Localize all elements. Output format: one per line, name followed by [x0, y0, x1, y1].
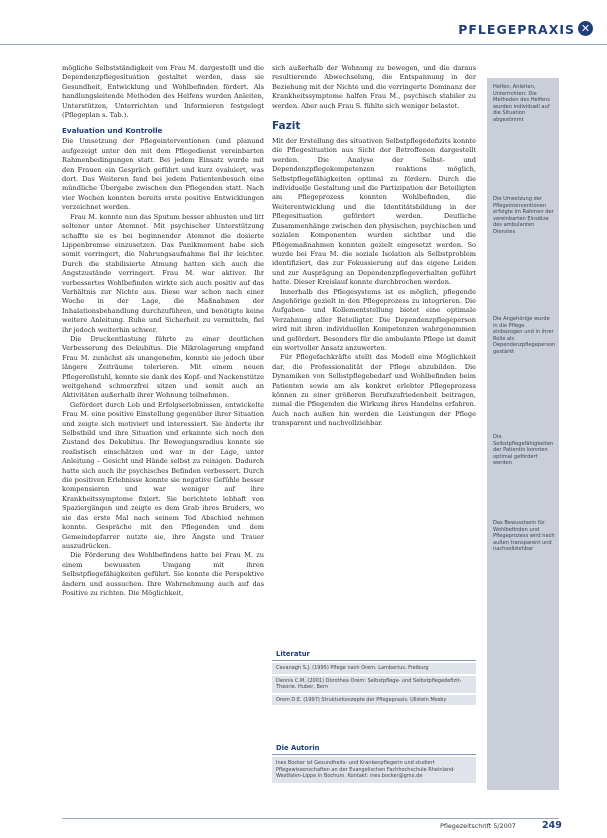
- evaluation-paragraph-3: Die Druckentlastung führte zu einer deutlichen Verbesserung des Dekubitus. Die Mikrolagerung empfand Frau M. zunächst als unangenehm, konnte sie jedoch über längere Zeiträume tolerieren. Mit einem neuen Pflegerollstuhl, konnte sie dank des Kopf- und Nackenstütze weitgehend schmerzfrei sitzen und somit auch an Aktivitäten außerhalb ihrer Wohnung teilnehmen.: [62, 334, 264, 400]
- sidebar-note: Das Bewusstsein für Wohlbefinden und Pflegeprozess wird nach außen transparent und nachvollziehbar: [493, 520, 555, 552]
- fazit-paragraph-1: Mit der Erstellung des situativen Selbstpflegedefizits konnte die Pflegesituation aus Sicht der Betroffenen dargestellt werden. Die Analyse der Selbst- und Dependenzpflegekompetenzen reaktions möglich, Selbstpflegefähigkeiten optimal zu fördern. Durch die individuelle Gestaltung und die Partizipation der Beteiligten am Pflegeprozess konnten Wohlbefinden, die Weiterentwicklung und die Identitätsbildung in der Pflegesituation gefördert werden. Deutliche Zusammenhänge zwischen den physischen, psychischen und sozialen Komponenten wurden sichtbar und die Pflegemaßnahmen konnten gezielt eingesetzt werden. So wurde bei Frau M. die soziale Isolation als Selbstproblem identifiziert, das zur Fokussierung auf das eigene Leiden und zur Ausprägung an Dependenzpflegeverhalten geführt hatte. Dieser Kreislauf konnte durchbrochen werden.: [272, 137, 476, 287]
- middle-text-column: [272, 64, 476, 429]
- section-marker-icon: ✕: [578, 21, 593, 36]
- evaluation-paragraph-1: Die Umsetzung der Pflegeinterventionen (und planund aufgezeigt unter den mit dem Pflegedienst vereinbarten Rahmenbedingungen statt. Bei jedem Einsatz wurde mit den Frauen ein Gespräch geführt und kurz evaluiert, was dort. Das Weiteren fand bei jedem Patientenbesuch eine mündliche Übergabe zwischen den Pflegenden statt. Nach vier Wochen konnten bereits erste positive Entwicklungen verzeichnet werden.: [62, 137, 264, 212]
- middle-intro-paragraph: sich außerhalb der Wohnung zu bewegen, und die daraus resultierende Abwechselung, die Entspannung in der Beziehung mit der Nichte und die verringerte Dominanz der Krankheitssymptome halfen Frau M., psychisch stabiler zu werden. Aber auch Frau S. fühlte sich weniger belastet.: [272, 64, 476, 110]
- margin-sidebar: [487, 78, 559, 790]
- sidebar-note: Die Umsetzung der Pflegeinterventionen erfolgte im Rahmen der vereinbarten Einsätze des ambulanten Dienstes: [493, 196, 554, 235]
- author-box: [272, 742, 476, 783]
- literature-entry: Dennis C.M. (2001) Dorothea Orem: Selbstpflege- und Selbstpflegedefizit-Theorie. Huber, Bern: [272, 676, 476, 693]
- evaluation-paragraph-5: Die Förderung des Wohlbefindens hatte bei Frau M. zu einem bewussten Umgang mit ihren Selbstpflegefähigkeiten geführt. Sie konnte die Perspektive ändern und aussuchen. Ihre Wahrnehmung auch auf das Positive zu richten. Die Möglichkeit,: [62, 551, 264, 597]
- literature-entry: Cavanagh S.J. (1995) Pflege nach Orem. Lambertus, Freiburg: [272, 663, 476, 674]
- fazit-paragraph-2: Innerhalb des Pflegesystems ist es möglich, pflegende Angehörige gezielt in den Pflegeprozess zu integrieren. Die Aufgaben- und Kollementstellung bietet eine optimale Verzahnung aller Beteiligter. Die Dependenzpflegeperson wird mit ihren individuellen Kompetenzen wahrgenommen und gefördert. Besonders für die ambulante Pflege ist damit ein wertvoller Ansatz anzuwerten.: [272, 287, 476, 352]
- left-intro-paragraph: mögliche Selbstständigkeit von Frau M. dargestellt und die Dependenzpflegesituation gestaltet werden, dass sie Gesundheit, Entwicklung und Wohlbefinden fördert. Als handlungsleitende Methoden des Helfens wurden Anleiten, Unterstützen, Unterrichten und Informieren festgelegt (Pflegeplan s. Tab.).: [62, 64, 264, 120]
- author-bio: Ines Bocker ist Gesundheits- und Krankenpflegerin und studiert Pflegewissenschaften an der Evangelischen Fachhochschule Rheinland-Westfalen-Lippe in Bochum. Kontakt: ines.bocker@gmx.de: [272, 757, 476, 783]
- running-header-title: PFLEGEPRAXIS: [458, 22, 575, 37]
- section-heading-fazit: Fazit: [272, 120, 301, 133]
- page-number: 249: [542, 820, 562, 831]
- section-heading-evaluation: Evaluation und Kontrolle: [62, 126, 163, 136]
- left-text-column: [62, 64, 264, 598]
- literature-entry: Orem D.E. (1997) Strukturkonzepte der Pflegepraxis. Ullstein Mosby: [272, 695, 476, 706]
- author-heading: Die Autorin: [272, 742, 476, 755]
- literature-box: [272, 648, 476, 707]
- fazit-paragraph-3: Für Pflegefachkräfte stellt das Modell eine Möglichkeit dar, die Professionalität der Pflege abzubilden. Die Dynamiken von Selbstpflegebedarf und Wohlbefinden beim Patienten sowie am als konkret erlebter Pflegeprozess können zu einer größeren Berufszufriedenheit beitragen, zumal die Pflegenden die Wirkung ihres Handelns erfahren. Auch nach außen hin werden die Leistungen der Pflege transparent und nachvollziehbar.: [272, 353, 476, 428]
- sidebar-note: Die Selbstpflegefähigkeiten der Patientin konnten optimal gefördert werden: [493, 434, 554, 466]
- evaluation-paragraph-4: Gefördert durch Lob und Erfolgserlebnissen, entwickelte Frau M. eine positive Einstellung gegenüber ihrer Situation und zeigte sich motiviert und interessiert. Sie änderte ihr Selbstbild und ihre Situation und erkannte sich noch den Zustand des Dekubitus. Ihr Bewegungsradius konnte sie realistisch einschätzen und war in der Lage, unter Anleitung – Gesicht und Hände selbst zu reinigen. Dadurch hatte sich auch ihr psychisches Befinden verbessert. Durch die positiven Erlebnisse konnte sie negative Gefühle besser kompensieren und war weniger auf ihre Krankheitssymptome fixiert. Sie berichtete lebhaft von Spaziergängen und zeigte es dem Grab ihres Bruders, wo sie das erste Mal nach seinem Tod Abschied nehmen konnte. Gespräche mit den Pflegenden und dem Gemeindepfarrer nutzte sie, ihre Ängste und Trauer auszudrücken.: [62, 400, 264, 550]
- footer-divider: [62, 818, 559, 819]
- evaluation-paragraph-2: Frau M. konnte nun das Sputum besser abhusten und litt seltener unter Atemnot. Mit psychischer Unterstützung schaffte sie es bei beginnender Atemnot die dosierte Lippenbremse einzusetzen. Das Panikmoment habe sich somit verringert, die Nahrungsaufnahme fiel ihr leichter. Durch die stabilisierte Atmung hatten sich auch die Angstzustände verringert. Frau M. war aktiver. Ihr verbessertes Wohlbefinden wirkte sich auch positiv auf das Verhältnis zur Nichte aus. Diese war schon nach einer Woche in der Lage, die Maßnahmen der Inhalationsbehandlung durchzuführen, und benötigte keine weitere Anleitung. Ruhe und Sicherheit zu vermitteln, fiel ihr jedoch weiterhin schwer.: [62, 212, 264, 334]
- sidebar-note: Helfen, Anleiten, Unterrichten: Die Methoden des Helfens wurden individuell auf die Situation abgestimmt: [493, 84, 550, 123]
- sidebar-note: Die Angehörige wurde in die Pflege einbezogen und in ihrer Rolle als Dependenzpflegeperson gestärkt: [493, 316, 556, 355]
- header-divider: [0, 44, 607, 45]
- journal-issue: Pflegezeitschrift 5/2007: [440, 822, 516, 830]
- literature-heading: Literatur: [272, 648, 476, 661]
